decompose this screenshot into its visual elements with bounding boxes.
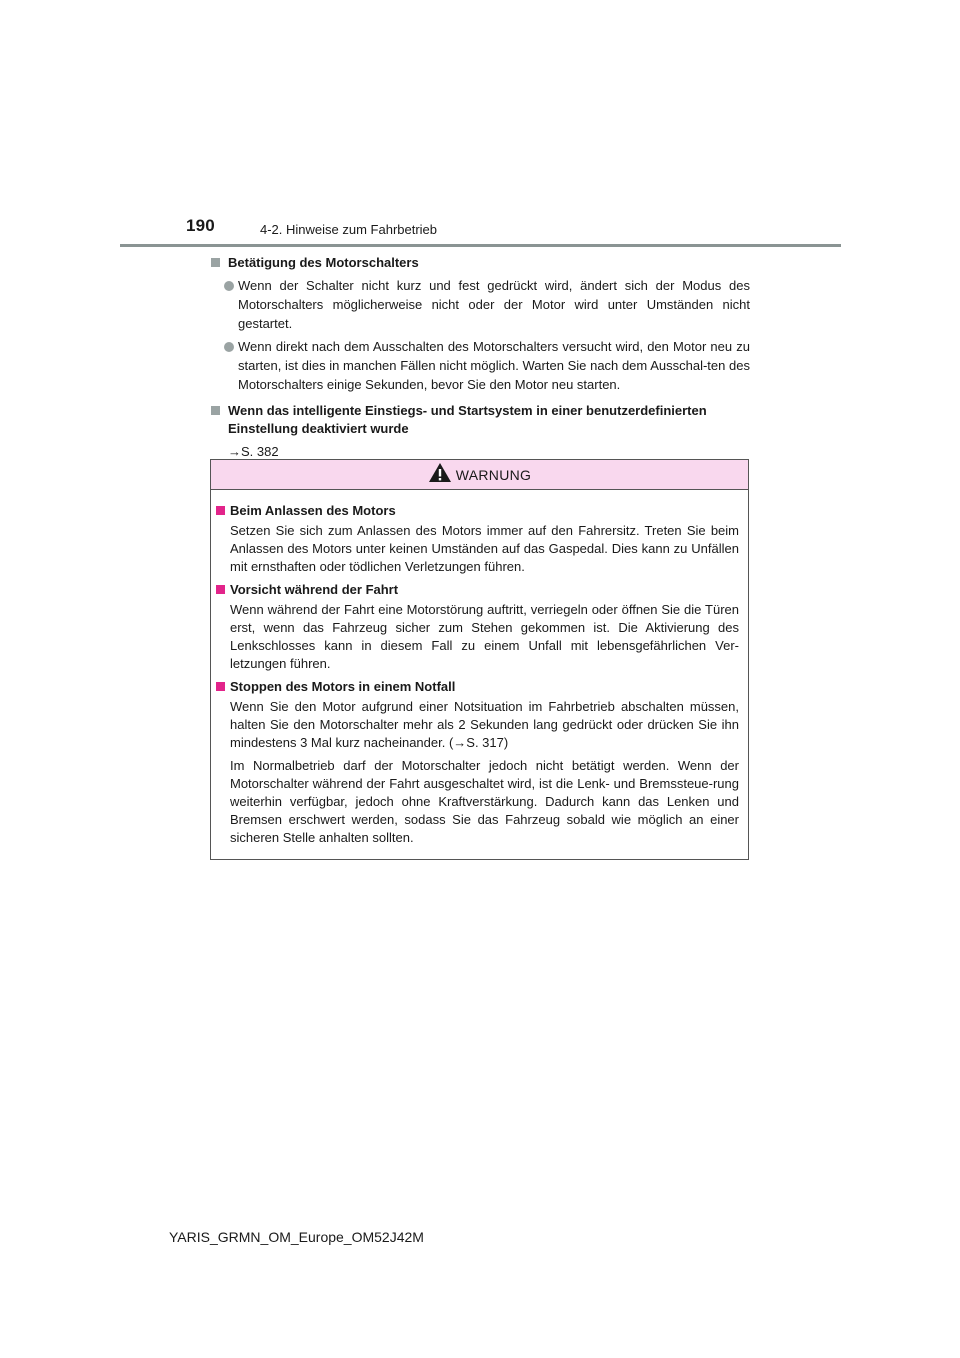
circle-bullet-icon	[224, 281, 234, 291]
circle-bullet-icon	[224, 342, 234, 352]
section-title: 4-2. Hinweise zum Fahrbetrieb	[260, 222, 438, 237]
warning-heading	[216, 678, 739, 696]
section-startsystem	[210, 402, 750, 461]
warning-section	[216, 502, 739, 576]
warning-header	[211, 460, 748, 490]
list-item	[210, 276, 750, 333]
section-motorschalter	[210, 254, 750, 394]
page-number: 190	[186, 216, 215, 235]
warning-triangle-icon	[428, 462, 452, 488]
warning-title: WARNUNG	[455, 466, 532, 483]
page-reference-link[interactable]: →S. 382	[228, 444, 279, 459]
square-bullet-icon	[211, 406, 220, 415]
warning-section	[216, 581, 739, 673]
heading-text: Wenn das intelligente Einstiegs- und Startsystem in einer benutzerdefinierten Einstellung deaktiviert wurde	[228, 403, 707, 436]
heading-text: Stoppen des Motors in einem Notfall	[230, 679, 456, 694]
warning-box	[210, 459, 749, 860]
warning-body	[211, 490, 748, 847]
warning-heading	[216, 581, 739, 599]
header-rule	[120, 244, 841, 247]
square-bullet-icon	[216, 585, 225, 594]
heading-text: Betätigung des Motorschalters	[228, 255, 419, 270]
list-item-text: Wenn direkt nach dem Ausschalten des Motorschalters versucht wird, den Motor neu zu starten, ist dies in manchen Fällen nicht möglich. Warten Sie nach dem Ausschal-ten des Motorschalters einige Sekunden, bevor Sie den Motor neu starten.	[238, 339, 750, 392]
footer-document-code: YARIS_GRMN_OM_Europe_OM52J42M	[169, 1229, 424, 1245]
section-heading	[210, 254, 750, 272]
section-heading	[210, 402, 750, 438]
square-bullet-icon	[211, 258, 220, 267]
warning-paragraph: Setzen Sie sich zum Anlassen des Motors immer auf den Fahrersitz. Treten Sie beim Anlassen des Motors unter keinen Umständen auf das Gaspedal. Dies kann zu Unfällen mit ernsthaften oder tödlichen Verletzungen führen.	[230, 523, 739, 574]
warning-heading	[216, 502, 739, 520]
heading-text: Beim Anlassen des Motors	[230, 503, 396, 518]
warning-paragraph: Im Normalbetrieb darf der Motorschalter jedoch nicht betätigt werden. Wenn der Motorschalter während der Fahrt ausgeschaltet wird, ist die Lenk- und Bremssteue-rung weiterhin verfügbar, jedoch ohne Kraftverstärkung. Dadurch kann das Lenken und Bremsen erschwert werden, sodass Sie das Fahrzeug sobald wie möglich an einer sicheren Stelle anhalten sollten.	[230, 758, 739, 845]
main-content	[210, 254, 750, 461]
square-bullet-icon	[216, 506, 225, 515]
square-bullet-icon	[216, 682, 225, 691]
list-item	[210, 337, 750, 394]
heading-text: Vorsicht während der Fahrt	[230, 582, 399, 597]
warning-section	[216, 678, 739, 847]
warning-paragraph: Wenn während der Fahrt eine Motorstörung auftritt, verriegeln oder öffnen Sie die Türen erst, wenn das Fahrzeug sicher zum Stehen gekommen ist. Die Aktivierung des Lenkschlosses kann in diesem Fall zu einem Unfall mit lebensgefährlichen Ver-letzungen führen.	[230, 602, 739, 671]
warning-paragraph: Wenn Sie den Motor aufgrund einer Notsituation im Fahrbetrieb abschalten müssen, halten Sie den Motorschalter mehr als 2 Sekunden lang gedrückt oder drücken Sie ihn mindestens 3 Mal kurz nacheinander. (→S. 317)	[230, 699, 739, 750]
list-item-text: Wenn der Schalter nicht kurz und fest gedrückt wird, ändert sich der Modus des Motorschalters möglicherweise nicht oder der Motor wird unter Umständen nicht gestartet.	[238, 278, 750, 331]
